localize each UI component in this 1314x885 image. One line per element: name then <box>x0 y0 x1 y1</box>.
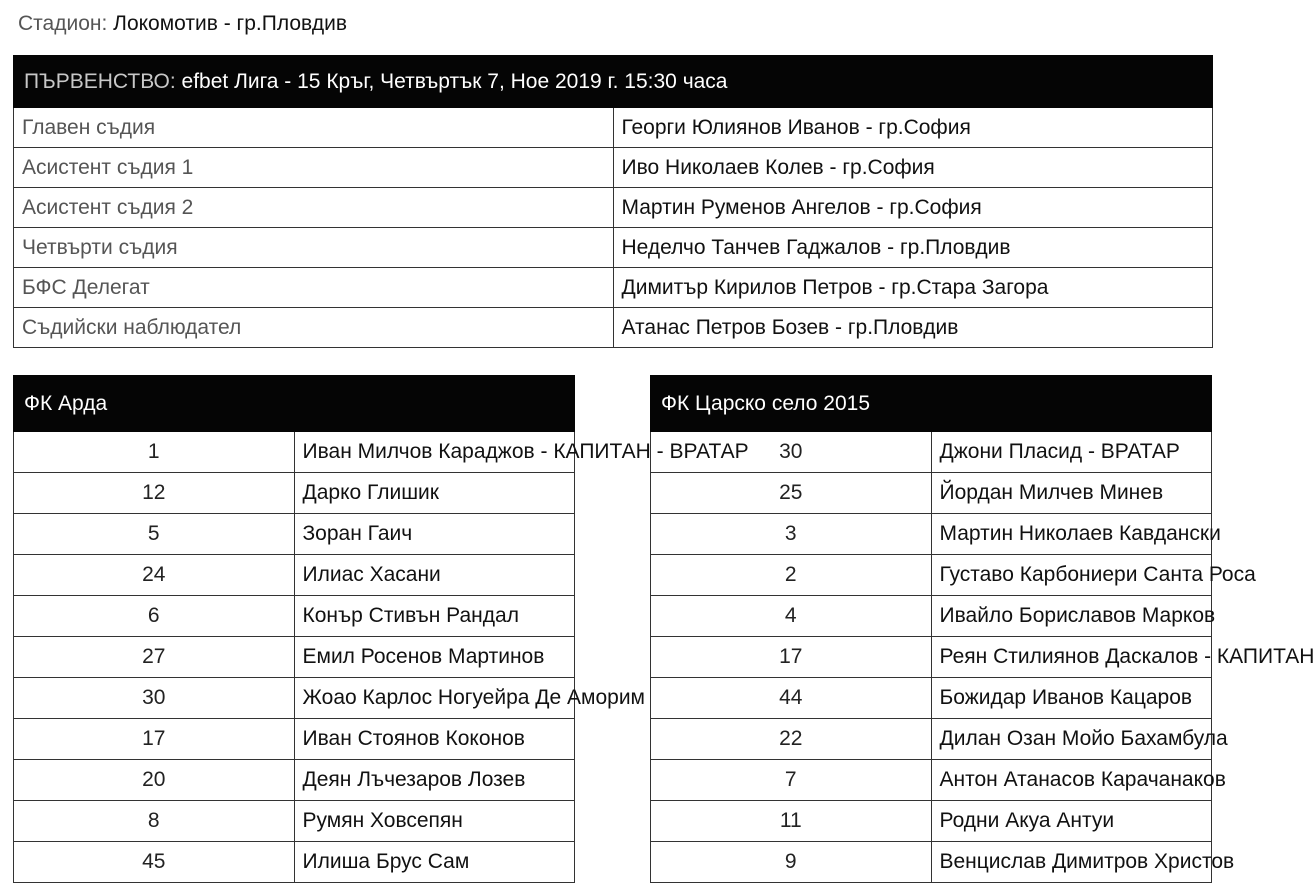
player-name: Деян Лъчезаров Лозев <box>294 760 575 801</box>
officials-table <box>13 55 1213 348</box>
player-name: Дарко Глишик <box>294 473 575 514</box>
official-role: БФС Делегат <box>14 268 614 308</box>
official-name: Неделчо Танчев Гаджалов - гр.Пловдив <box>613 228 1213 268</box>
player-number: 44 <box>651 678 932 719</box>
stadium-label: Стадион: <box>18 12 108 35</box>
player-row <box>651 760 1212 801</box>
player-name: Ивайло Бориславов Марков <box>931 596 1212 637</box>
player-name: Густаво Карбониери Санта Роса <box>931 555 1212 596</box>
official-name: Иво Николаев Колев - гр.София <box>613 148 1213 188</box>
player-number: 17 <box>14 719 295 760</box>
player-row <box>651 801 1212 842</box>
player-name: Божидар Иванов Кацаров <box>931 678 1212 719</box>
player-number: 5 <box>14 514 295 555</box>
official-row <box>14 188 1213 228</box>
player-number: 11 <box>651 801 932 842</box>
player-number: 30 <box>651 432 932 473</box>
player-number: 45 <box>14 842 295 883</box>
player-row <box>14 555 575 596</box>
official-role: Асистент съдия 2 <box>14 188 614 228</box>
player-row <box>14 637 575 678</box>
player-name: Емил Росенов Мартинов <box>294 637 575 678</box>
player-name: Мартин Николаев Кавдански <box>931 514 1212 555</box>
championship-label: ПЪРВЕНСТВО: <box>24 69 176 93</box>
official-row <box>14 148 1213 188</box>
official-row <box>14 228 1213 268</box>
player-row <box>651 473 1212 514</box>
player-number: 3 <box>651 514 932 555</box>
player-name: Зоран Гаич <box>294 514 575 555</box>
player-row <box>651 596 1212 637</box>
player-name: Реян Стилиянов Даскалов - КАПИТАН <box>931 637 1212 678</box>
player-number: 7 <box>651 760 932 801</box>
official-name: Георги Юлиянов Иванов - гр.София <box>613 108 1213 148</box>
player-row <box>14 473 575 514</box>
official-role: Асистент съдия 1 <box>14 148 614 188</box>
championship-value: efbet Лига - 15 Кръг, Четвъртък 7, Ное 2019 г. 15:30 часа <box>181 69 728 93</box>
player-number: 8 <box>14 801 295 842</box>
player-number: 30 <box>14 678 295 719</box>
player-number: 9 <box>651 842 932 883</box>
player-name: Жоао Карлос Ногуейра Де Аморим <box>294 678 575 719</box>
player-row <box>651 637 1212 678</box>
player-row <box>651 842 1212 883</box>
player-name: Джони Пласид - ВРАТАР <box>931 432 1212 473</box>
official-role: Четвърти съдия <box>14 228 614 268</box>
player-row <box>651 719 1212 760</box>
championship-header <box>14 56 1213 108</box>
official-row <box>14 108 1213 148</box>
player-number: 12 <box>14 473 295 514</box>
player-number: 17 <box>651 637 932 678</box>
championship-cell <box>14 56 1213 108</box>
player-number: 27 <box>14 637 295 678</box>
official-row <box>14 268 1213 308</box>
official-name: Димитър Кирилов Петров - гр.Стара Загора <box>613 268 1213 308</box>
player-row <box>14 596 575 637</box>
player-name: Родни Акуа Антуи <box>931 801 1212 842</box>
player-name: Илиша Брус Сам <box>294 842 575 883</box>
official-row <box>14 308 1213 348</box>
player-name: Антон Атанасов Карачанаков <box>931 760 1212 801</box>
home-team-name: ФК Арда <box>14 376 575 432</box>
player-number: 20 <box>14 760 295 801</box>
player-row <box>14 432 575 473</box>
away-team-name: ФК Царско село 2015 <box>651 376 1212 432</box>
player-row <box>14 678 575 719</box>
player-number: 6 <box>14 596 295 637</box>
stadium-line <box>18 10 347 38</box>
player-row <box>651 555 1212 596</box>
player-name: Иван Милчов Караджов - КАПИТАН - ВРАТАР <box>294 432 575 473</box>
official-name: Атанас Петров Бозев - гр.Пловдив <box>613 308 1213 348</box>
player-name: Иван Стоянов Коконов <box>294 719 575 760</box>
away-team-header <box>651 376 1212 432</box>
player-row <box>651 678 1212 719</box>
official-role: Съдийски наблюдател <box>14 308 614 348</box>
player-number: 24 <box>14 555 295 596</box>
player-name: Дилан Озан Мойо Бахамбула <box>931 719 1212 760</box>
player-row <box>14 842 575 883</box>
home-team-header <box>14 376 575 432</box>
player-row <box>14 514 575 555</box>
player-row <box>651 432 1212 473</box>
player-name: Румян Ховсепян <box>294 801 575 842</box>
player-number: 2 <box>651 555 932 596</box>
player-row <box>14 719 575 760</box>
player-name: Илиас Хасани <box>294 555 575 596</box>
player-number: 1 <box>14 432 295 473</box>
player-number: 25 <box>651 473 932 514</box>
player-name: Конър Стивън Рандал <box>294 596 575 637</box>
player-name: Венцислав Димитров Христов <box>931 842 1212 883</box>
player-row <box>14 760 575 801</box>
player-number: 22 <box>651 719 932 760</box>
player-row <box>14 801 575 842</box>
player-name: Йордан Милчев Минев <box>931 473 1212 514</box>
away-squad-table <box>650 375 1314 883</box>
stadium-value: Локомотив - гр.Пловдив <box>113 12 348 35</box>
player-number: 4 <box>651 596 932 637</box>
official-role: Главен съдия <box>14 108 614 148</box>
official-name: Мартин Руменов Ангелов - гр.София <box>613 188 1213 228</box>
player-row <box>651 514 1212 555</box>
home-squad-table <box>13 375 749 883</box>
